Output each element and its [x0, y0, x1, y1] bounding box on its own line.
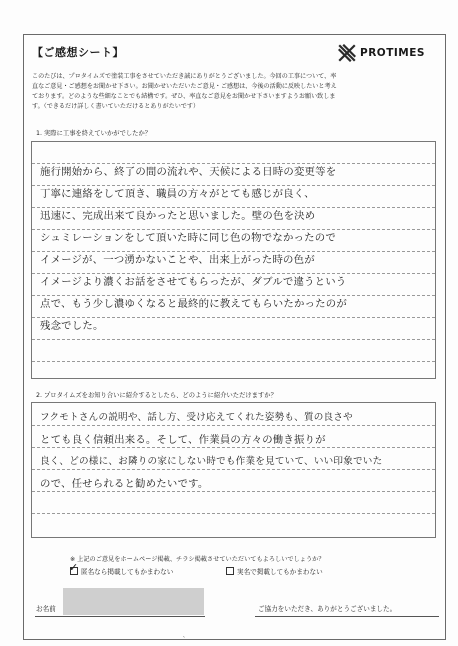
intro-line: 直なご意見・ご感想をお聞かせ下さい。お聞かせいただいたご意見・ご感想は、今後の活動に反映したいと考え [32, 83, 337, 90]
handwritten-answer-line: 迅速に、完成出来て良かったと思いました。壁の色を決め [40, 210, 316, 222]
handwritten-answer-line: とても良く信頼出来る。そして、作業員の方々の働き振りが [40, 434, 326, 446]
intro-line: す。（できるだけ詳しく書いていただけるとありがたいです） [32, 103, 200, 110]
intro-text [32, 72, 432, 112]
ruled-line [32, 469, 435, 470]
ruled-line [32, 491, 435, 492]
publish-permission-note: ※ 上記のご意見をホームページ掲載、チラシ掲載させていただいてもよろしいでしょうか？ [70, 556, 325, 563]
intro-line: ております。どのような些細なことでも結構です。ぜひ、率直なご意見をお聞かせ下さいますようお願い致しま [32, 93, 336, 100]
logo-text: PROTIMES [360, 47, 425, 59]
company-logo [338, 44, 425, 62]
question-2-label: 2. プロタイムズをお知り合いに紹介するとしたら、どのように紹介いただけますか？ [36, 392, 277, 399]
protimes-logo-icon [338, 44, 356, 62]
name-label: お名前 [36, 605, 56, 613]
ruled-line [32, 447, 435, 448]
sheet-title: 【ご感想シート】 [32, 46, 124, 59]
ruled-line [32, 339, 435, 340]
checkbox-anonymous[interactable] [69, 561, 79, 575]
checkbox-real-name[interactable] [226, 567, 234, 575]
handwritten-answer-line: 施行開始から、終了の間の流れや、天候による日時の変更等を [40, 166, 337, 178]
handwritten-answer-line: イメージが、一つ湧かないことや、出来上がった時の色が [40, 254, 315, 266]
handwritten-answer-line: シュミレーションをして頂いた時に同じ色の物でなかったので [40, 232, 336, 244]
option-real-name-label: 実名で掲載してもかまわない [237, 568, 323, 576]
handwritten-answer-line: イメージより濃くお話をさせてもらったが、ダブルで違うという [40, 276, 347, 288]
thanks-underline [255, 616, 439, 617]
checkmark-icon: ✓ [69, 561, 79, 574]
question-1-label: 1. 実際に工事を終えていかがでしたか？ [36, 130, 152, 137]
intro-line: このたびは、プロタイムズで塗装工事をさせていただき誠にありがとうございました。今回の工事について、率 [32, 73, 337, 80]
option-real-name[interactable] [226, 566, 323, 576]
name-underline [35, 616, 205, 617]
ruled-line [32, 513, 435, 514]
option-anonymous-label: 匿名なら掲載してもかまわない [81, 568, 174, 576]
handwritten-answer-line: ので、任せられると勧めたいです。 [40, 478, 209, 490]
ruled-line [32, 361, 435, 362]
ruled-line [32, 425, 435, 426]
stray-mark: 、 [183, 633, 189, 639]
handwritten-answer-line: 良く、どの様に、お隣りの家にしない時でも作業を見ていて、いい印象でいた [40, 456, 383, 467]
option-anonymous[interactable] [69, 561, 174, 576]
handwritten-answer-line: フクモトさんの説明や、話し方、受け応えてくれた姿勢も、質の良さや [40, 412, 353, 423]
redacted-name [63, 588, 204, 615]
handwritten-answer-line: 点で、もう少し濃ゆくなると最終的に教えてもらいたかったのが [40, 298, 347, 310]
handwritten-answer-line: 残念でした。 [40, 320, 104, 332]
handwritten-answer-line: 丁寧に連絡をして頂き、職員の方々がとても感じが良く、 [40, 188, 315, 200]
thanks-message: ご協力をいただき、ありがとうございました。 [258, 605, 397, 613]
